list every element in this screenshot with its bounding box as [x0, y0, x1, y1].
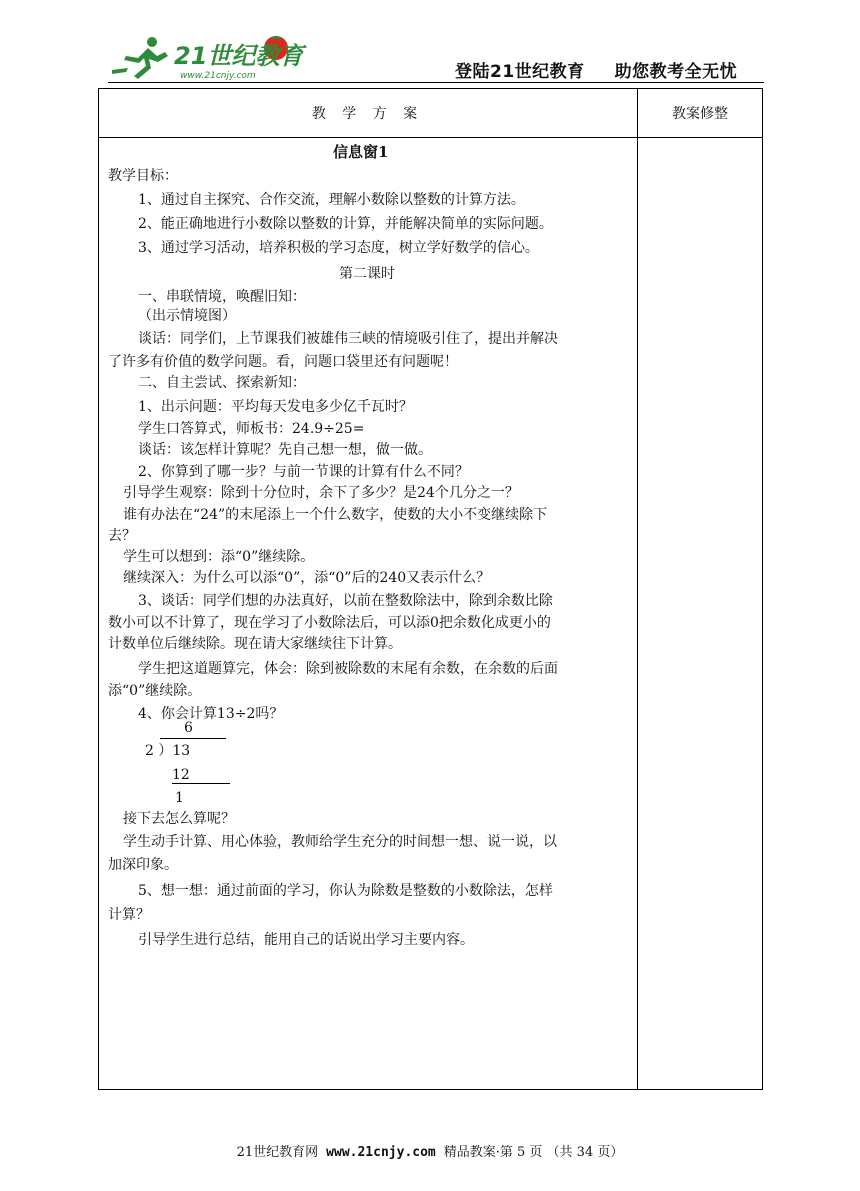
goals-heading: 教学目标：: [108, 168, 178, 184]
section-title: 信息窗1: [333, 143, 389, 161]
paragraph: 了许多有价值的数学问题。看，问题口袋里还有问题呢！: [108, 354, 458, 370]
header-row-divider: [98, 137, 763, 138]
goal-item: 3、通过学习活动，培养积极的学习态度，树立学好数学的信心。: [138, 240, 539, 256]
paragraph: 引导学生进行总结，能用自己的话说出学习主要内容。: [138, 932, 474, 948]
page-footer: [0, 1141, 860, 1160]
footer-page-info: 精品教案·第 5 页 （共 34 页）: [443, 1145, 624, 1160]
column-header-revision: 教案修整: [672, 105, 728, 122]
paragraph: 数小可以不计算了，现在学习了小数除法后，可以添0把余数化成更小的: [108, 615, 551, 631]
paragraph: 谈话：该怎样计算呢？先自己想一想，做一做。: [138, 442, 432, 458]
slogan-right: 助您教考全无忧: [614, 62, 738, 82]
paragraph: 接下去怎么算呢？: [123, 811, 235, 827]
header-slogan: [455, 57, 767, 82]
column-divider: [637, 88, 638, 1090]
lesson-label: 第二课时: [339, 266, 395, 282]
paragraph: （出示情境图）: [138, 308, 236, 324]
paragraph: 引导学生观察：除到十分位时，余下了多少？是24个几分之一？: [123, 485, 519, 501]
paragraph: 学生口答算式，师板书：24.9÷25=: [138, 421, 365, 437]
paragraph: 学生动手计算、用心体验，教师给学生充分的时间想一想、说一说，以: [123, 834, 557, 850]
paragraph: 去？: [108, 528, 136, 544]
paragraph: 4、你会计算13÷2吗？: [138, 706, 284, 722]
division-subtract-line: [172, 783, 230, 784]
division-product: 12: [172, 767, 190, 783]
paragraph: 谁有办法在“24”的末尾添上一个什么数字，使数的大小不变继续除下: [123, 507, 548, 523]
site-logo: [108, 32, 308, 84]
goal-item: 2、能正确地进行小数除以整数的计算，并能解决简单的实际问题。: [138, 216, 553, 232]
division-quotient: 6: [184, 720, 193, 736]
paragraph: 计算？: [108, 907, 150, 923]
paragraph: 计数单位后继续除。现在请大家继续往下计算。: [108, 636, 402, 652]
logo-text: 21世纪教育: [174, 42, 304, 70]
paragraph: 学生把这道题算完，体会：除到被除数的末尾有余数，在余数的后面: [138, 661, 558, 677]
paragraph: 5、想一想：通过前面的学习，你认为除数是整数的小数除法，怎样: [138, 883, 553, 899]
column-header-plan: 教 学 方 案: [311, 105, 424, 122]
goal-item: 1、通过自主探究、合作交流，理解小数除以整数的计算方法。: [138, 192, 525, 208]
footer-url[interactable]: www.21cnjy.com: [326, 1145, 436, 1160]
division-bar: [160, 738, 226, 739]
division-dividend: 2 ）13: [145, 743, 191, 759]
footer-site: 21世纪教育网: [236, 1145, 319, 1160]
paragraph: 谈话：同学们，上节课我们被雄伟三峡的情境吸引住了，提出并解决: [138, 331, 558, 347]
section-heading: 二、自主尝试、探索新知：: [138, 375, 306, 391]
slogan-left: 登陆21世纪教育: [455, 62, 585, 82]
paragraph: 加深印象。: [108, 857, 178, 873]
paragraph: 2、你算到了哪一步？与前一节课的计算有什么不同？: [138, 464, 469, 480]
paragraph: 3、谈话：同学们想的办法真好，以前在整数除法中，除到余数比除: [138, 593, 553, 609]
paragraph: 添“0”继续除。: [108, 683, 202, 699]
division-remainder: 1: [175, 790, 184, 806]
section-heading: 一、串联情境，唤醒旧知：: [138, 289, 306, 305]
paragraph: 学生可以想到：添“0”继续除。: [123, 549, 315, 565]
runner-figure: [112, 37, 168, 79]
paragraph: 1、出示问题：平均每天发电多少亿千瓦时？: [138, 399, 413, 415]
paragraph: 继续深入：为什么可以添“0”，添“0”后的240又表示什么？: [123, 570, 491, 586]
logo-url: www.21cnjy.com: [180, 71, 256, 81]
header-rule: [108, 82, 764, 83]
